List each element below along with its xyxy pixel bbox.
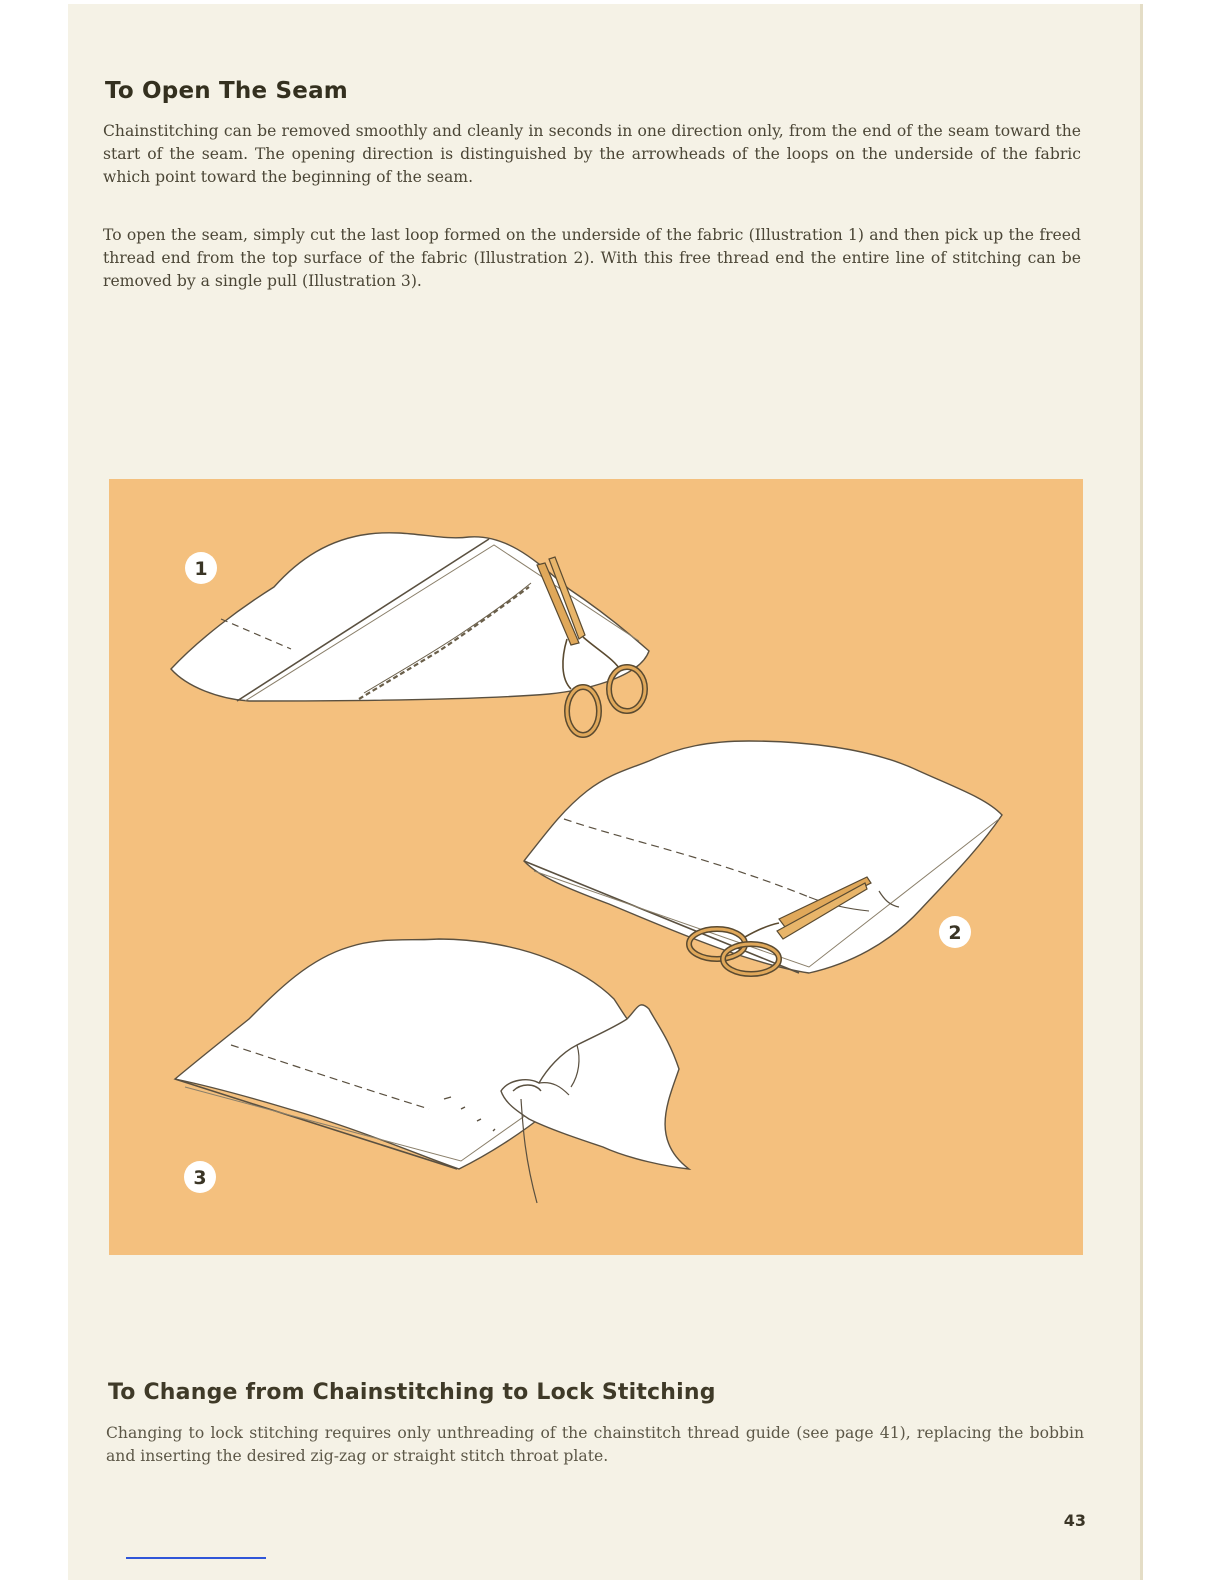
label-2-text: 2: [948, 922, 962, 944]
illustration-panel: [109, 479, 1083, 1255]
label-3: [184, 1161, 216, 1193]
label-1-text: 1: [194, 558, 208, 580]
paragraph-change-stitching: Changing to lock stitching requires only unthreading of the chainstitch thread guide (see page 41), replacing the bobbin and inserting the desired zig-zag or straight stitch throat plate.: [106, 1424, 1084, 1465]
paragraph-open-seam-1: Chainstitching can be removed smoothly and cleanly in seconds in one direction only, from the end of the seam toward the start of the seam. The opening direction is distinguished by the arrowheads of the loops on the underside of the fabric which point toward the beginning of the seam.: [103, 122, 1081, 186]
page-edge: [1140, 4, 1143, 1580]
illustration-2-fabric: [524, 741, 1002, 973]
section-title-change-stitching: To Change from Chainstitching to Lock Stitching: [108, 1380, 716, 1405]
page-number: 43: [1063, 1511, 1086, 1530]
section-title-open-seam: To Open The Seam: [105, 78, 348, 104]
label-2: [939, 916, 971, 948]
label-3-text: 3: [193, 1167, 207, 1189]
bottom-rule: [126, 1557, 266, 1559]
paragraph-open-seam-2: To open the seam, simply cut the last loop formed on the underside of the fabric (Illustration 1) and then pick up the freed thread end from the top surface of the fabric (Illustration 2). With this free thread end the entire line of stitching can be removed by a single pull (Illustration 3).: [103, 226, 1081, 290]
seam-opening-illustration: [109, 479, 1083, 1255]
manual-page: [68, 4, 1143, 1580]
label-1: [185, 552, 217, 584]
